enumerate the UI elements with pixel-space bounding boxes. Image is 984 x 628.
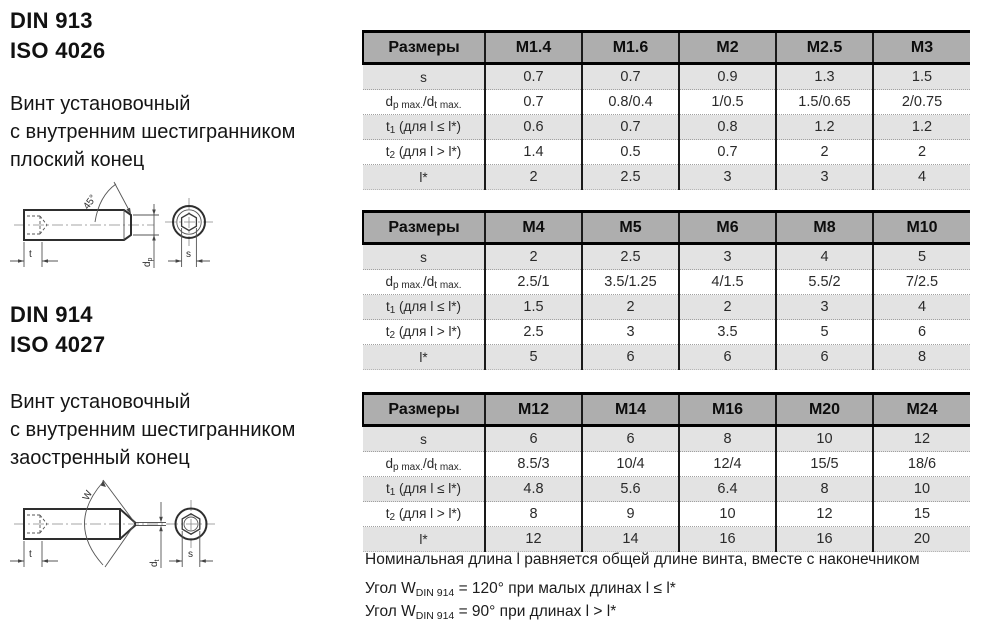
subscript-text: 2 [389, 511, 396, 523]
dimension-value-cell: 3.5/1.25 [582, 270, 679, 295]
end-view-hex-socket [167, 500, 215, 548]
dimension-value-cell: 8 [776, 477, 873, 502]
text-segment: l* [419, 169, 428, 185]
text-segment: t [385, 505, 390, 521]
text-segment: Угол W [365, 603, 416, 620]
point-diameter-label: $d_p$ [142, 257, 154, 267]
dimension-value-cell: 1.4 [485, 140, 582, 165]
text-segment: /d [423, 455, 435, 471]
dimension-value-cell: 0.8/0.4 [582, 90, 679, 115]
t-dimension [10, 242, 58, 267]
dimension-value-cell: 12 [485, 527, 582, 552]
dimension-value-cell: 6 [776, 345, 873, 370]
dimension-value-cell: 0.7 [582, 115, 679, 140]
size-column-header: M10 [873, 212, 970, 244]
text-segment: (для l ≤ l*) [395, 118, 462, 134]
dimension-value-cell: 10 [776, 426, 873, 452]
note-angle-120 [365, 580, 676, 599]
text-segment: (для l > l*) [395, 505, 462, 521]
dimension-value-cell: 1.5 [485, 295, 582, 320]
dimension-value-cell: 3 [679, 244, 776, 270]
dimension-value-cell: 2 [776, 140, 873, 165]
text-segment: (для l ≤ l*) [395, 480, 462, 496]
dimension-value-cell: 0.9 [679, 64, 776, 90]
text-segment: d [385, 455, 393, 471]
size-column-header: M24 [873, 394, 970, 426]
subscript-text: p max. [393, 279, 424, 291]
dimension-value-cell: 2/0.75 [873, 90, 970, 115]
dimension-value-cell: 2.5 [582, 165, 679, 190]
size-column-header: M2 [679, 32, 776, 64]
din-number: DIN 913 [10, 8, 93, 33]
iso-number: ISO 4026 [10, 38, 106, 63]
dimension-value-cell: 6 [582, 426, 679, 452]
size-column-header: M4 [485, 212, 582, 244]
dimension-value-cell: 2.5 [582, 244, 679, 270]
dimension-value-cell: 0.5 [582, 140, 679, 165]
size-column-header: M8 [776, 212, 873, 244]
text-segment: s [420, 431, 427, 447]
s-dimension [169, 531, 213, 567]
dt-dimension [136, 502, 166, 568]
dimension-value-cell: 6 [485, 426, 582, 452]
dimension-value-cell: 0.7 [582, 64, 679, 90]
end-view-hex-socket [165, 198, 213, 246]
dimension-value-cell: 2 [873, 140, 970, 165]
text-segment: Угол W [365, 580, 416, 597]
row-label [363, 295, 485, 320]
row-label [363, 320, 485, 345]
description-line: плоский конец [10, 149, 145, 171]
size-column-header: M1.6 [582, 32, 679, 64]
table-header-row [363, 32, 970, 64]
table-row [363, 115, 970, 140]
dimension-value-cell: 3 [679, 165, 776, 190]
dimension-value-cell: 6 [582, 345, 679, 370]
table-row [363, 477, 970, 502]
text-segment: t [385, 298, 390, 314]
tip-diameter-label: $d_t$ [149, 559, 161, 567]
dimension-value-cell: 3.5 [679, 320, 776, 345]
dimension-value-cell: 16 [776, 527, 873, 552]
size-column-header: M14 [582, 394, 679, 426]
row-label [363, 502, 485, 527]
size-column-header: M12 [485, 394, 582, 426]
dimension-table-m12-m24 [362, 392, 970, 552]
row-label [363, 115, 485, 140]
table-row [363, 527, 970, 552]
row-label [363, 270, 485, 295]
dimension-value-cell: 4 [873, 165, 970, 190]
hex-width-label: s [186, 249, 191, 260]
dimension-value-cell: 4/1.5 [679, 270, 776, 295]
table-row [363, 295, 970, 320]
dimension-value-cell: 1.2 [873, 115, 970, 140]
subscript-text: 1 [389, 486, 396, 498]
dimension-value-cell: 16 [679, 527, 776, 552]
standard-heading-din913 [10, 6, 105, 66]
cone-angle-label: W [80, 488, 96, 503]
dimension-value-cell: 8.5/3 [485, 452, 582, 477]
table-row [363, 64, 970, 90]
table-row [363, 270, 970, 295]
subscript-text: t max. [434, 279, 462, 291]
row-label [363, 527, 485, 552]
table-header-row [363, 394, 970, 426]
t-dimension [10, 541, 58, 567]
table-row [363, 502, 970, 527]
text-segment: t [385, 323, 390, 339]
dimension-value-cell: 2.5/1 [485, 270, 582, 295]
side-view-cone-point [14, 480, 170, 567]
description-din913 [10, 90, 295, 174]
text-segment: t [385, 480, 390, 496]
table-row [363, 140, 970, 165]
drawing-din914-cone-point [2, 468, 234, 588]
dimension-value-cell: 10/4 [582, 452, 679, 477]
subscript-text: t max. [434, 99, 462, 111]
subscript-text: 2 [389, 149, 396, 161]
note-angle-90 [365, 603, 616, 622]
table-row [363, 345, 970, 370]
text-segment: l* [419, 531, 428, 547]
dimension-value-cell: 1.2 [776, 115, 873, 140]
size-column-header: M3 [873, 32, 970, 64]
text-segment: /d [423, 273, 435, 289]
text-segment: d [385, 93, 393, 109]
dimension-value-cell: 2.5 [485, 320, 582, 345]
dimension-value-cell: 2 [582, 295, 679, 320]
size-column-header: M5 [582, 212, 679, 244]
dimension-value-cell: 4 [776, 244, 873, 270]
dimension-value-cell: 6.4 [679, 477, 776, 502]
dimension-value-cell: 10 [873, 477, 970, 502]
subscript-text: DIN 914 [415, 587, 455, 599]
din-number: DIN 914 [10, 302, 93, 327]
text-segment: l* [419, 349, 428, 365]
size-column-header: M6 [679, 212, 776, 244]
dimension-value-cell: 1.3 [776, 64, 873, 90]
table-row [363, 320, 970, 345]
text-segment: t [385, 118, 390, 134]
table-row [363, 90, 970, 115]
dimension-value-cell: 7/2.5 [873, 270, 970, 295]
side-view-flat-point [14, 182, 154, 240]
subscript-text: t max. [434, 461, 462, 473]
description-din914 [10, 388, 295, 472]
description-line: с внутренним шестигранником [10, 121, 296, 143]
dimension-value-cell: 5.6 [582, 477, 679, 502]
text-segment: (для l > l*) [395, 143, 462, 159]
dimension-value-cell: 6 [679, 345, 776, 370]
dimension-value-cell: 5 [873, 244, 970, 270]
subscript-text: DIN 914 [415, 610, 455, 622]
iso-number: ISO 4027 [10, 332, 106, 357]
dimension-value-cell: 8 [485, 502, 582, 527]
table-header-row [363, 212, 970, 244]
dimension-value-cell: 3 [776, 295, 873, 320]
text-segment: = 90° при длинах l > l* [454, 603, 617, 620]
dimension-value-cell: 10 [679, 502, 776, 527]
text-segment: (для l ≤ l*) [395, 298, 462, 314]
dimension-value-cell: 0.7 [485, 90, 582, 115]
subscript-text: 2 [389, 329, 396, 341]
dimension-value-cell: 20 [873, 527, 970, 552]
dimension-value-cell: 15/5 [776, 452, 873, 477]
row-label [363, 426, 485, 452]
dimension-value-cell: 1.5/0.65 [776, 90, 873, 115]
standard-heading-din914 [10, 300, 105, 360]
chamfer-angle-label: 45° [81, 193, 100, 212]
size-column-header: M1.4 [485, 32, 582, 64]
size-column-header: M20 [776, 394, 873, 426]
dimension-value-cell: 5 [776, 320, 873, 345]
dimension-value-cell: 3 [776, 165, 873, 190]
row-label-header: Размеры [363, 32, 485, 64]
dimension-value-cell: 1/0.5 [679, 90, 776, 115]
dimension-value-cell: 0.6 [485, 115, 582, 140]
text-segment: s [420, 249, 427, 265]
subscript-text: p max. [393, 461, 424, 473]
table-row [363, 165, 970, 190]
hex-width-label: s [188, 549, 193, 560]
description-line: заостренный конец [10, 447, 190, 469]
dimension-table-m4-m10 [362, 210, 970, 370]
subscript-text: 1 [389, 124, 396, 136]
text-segment: d [385, 273, 393, 289]
dimension-value-cell: 14 [582, 527, 679, 552]
dimension-value-cell: 9 [582, 502, 679, 527]
row-label-header: Размеры [363, 212, 485, 244]
size-column-header: M2.5 [776, 32, 873, 64]
dimension-value-cell: 5 [485, 345, 582, 370]
dimension-value-cell: 8 [873, 345, 970, 370]
row-label [363, 165, 485, 190]
socket-depth-label: t [29, 549, 32, 560]
row-label [363, 140, 485, 165]
dimension-value-cell: 12 [873, 426, 970, 452]
dimension-value-cell: 0.7 [485, 64, 582, 90]
dimension-value-cell: 4.8 [485, 477, 582, 502]
note-nominal-length: Номинальная длина l равняется общей длине винта, вместе с наконечником [365, 551, 920, 568]
text-segment: s [420, 69, 427, 85]
table-row [363, 244, 970, 270]
row-label [363, 90, 485, 115]
dimension-value-cell: 2 [485, 244, 582, 270]
dp-dimension [133, 204, 159, 268]
description-line: с внутренним шестигранником [10, 419, 296, 441]
socket-depth-label: t [29, 249, 32, 260]
description-line: Винт установочный [10, 93, 191, 115]
size-column-header: M16 [679, 394, 776, 426]
dimension-value-cell: 8 [679, 426, 776, 452]
drawing-din913-flat-point [2, 170, 234, 282]
dimension-value-cell: 4 [873, 295, 970, 320]
dimension-value-cell: 15 [873, 502, 970, 527]
row-label [363, 452, 485, 477]
table-row [363, 452, 970, 477]
row-label-header: Размеры [363, 394, 485, 426]
dimension-value-cell: 5.5/2 [776, 270, 873, 295]
dimension-value-cell: 2 [679, 295, 776, 320]
dimension-value-cell: 6 [873, 320, 970, 345]
dimension-value-cell: 2 [485, 165, 582, 190]
row-label [363, 64, 485, 90]
subscript-text: 1 [389, 304, 396, 316]
row-label [363, 477, 485, 502]
dimension-value-cell: 12/4 [679, 452, 776, 477]
row-label [363, 244, 485, 270]
dimension-value-cell: 12 [776, 502, 873, 527]
text-segment: /d [423, 93, 435, 109]
text-segment: t [385, 143, 390, 159]
row-label [363, 345, 485, 370]
dimension-value-cell: 3 [582, 320, 679, 345]
text-segment: (для l > l*) [395, 323, 462, 339]
description-line: Винт установочный [10, 391, 191, 413]
dimension-value-cell: 0.7 [679, 140, 776, 165]
dimension-value-cell: 0.8 [679, 115, 776, 140]
dimension-value-cell: 18/6 [873, 452, 970, 477]
dimension-value-cell: 1.5 [873, 64, 970, 90]
subscript-text: p max. [393, 99, 424, 111]
table-row [363, 426, 970, 452]
dimension-table-m1_4-m3 [362, 30, 970, 190]
text-segment: = 120° при малых длинах l ≤ l* [454, 580, 676, 597]
